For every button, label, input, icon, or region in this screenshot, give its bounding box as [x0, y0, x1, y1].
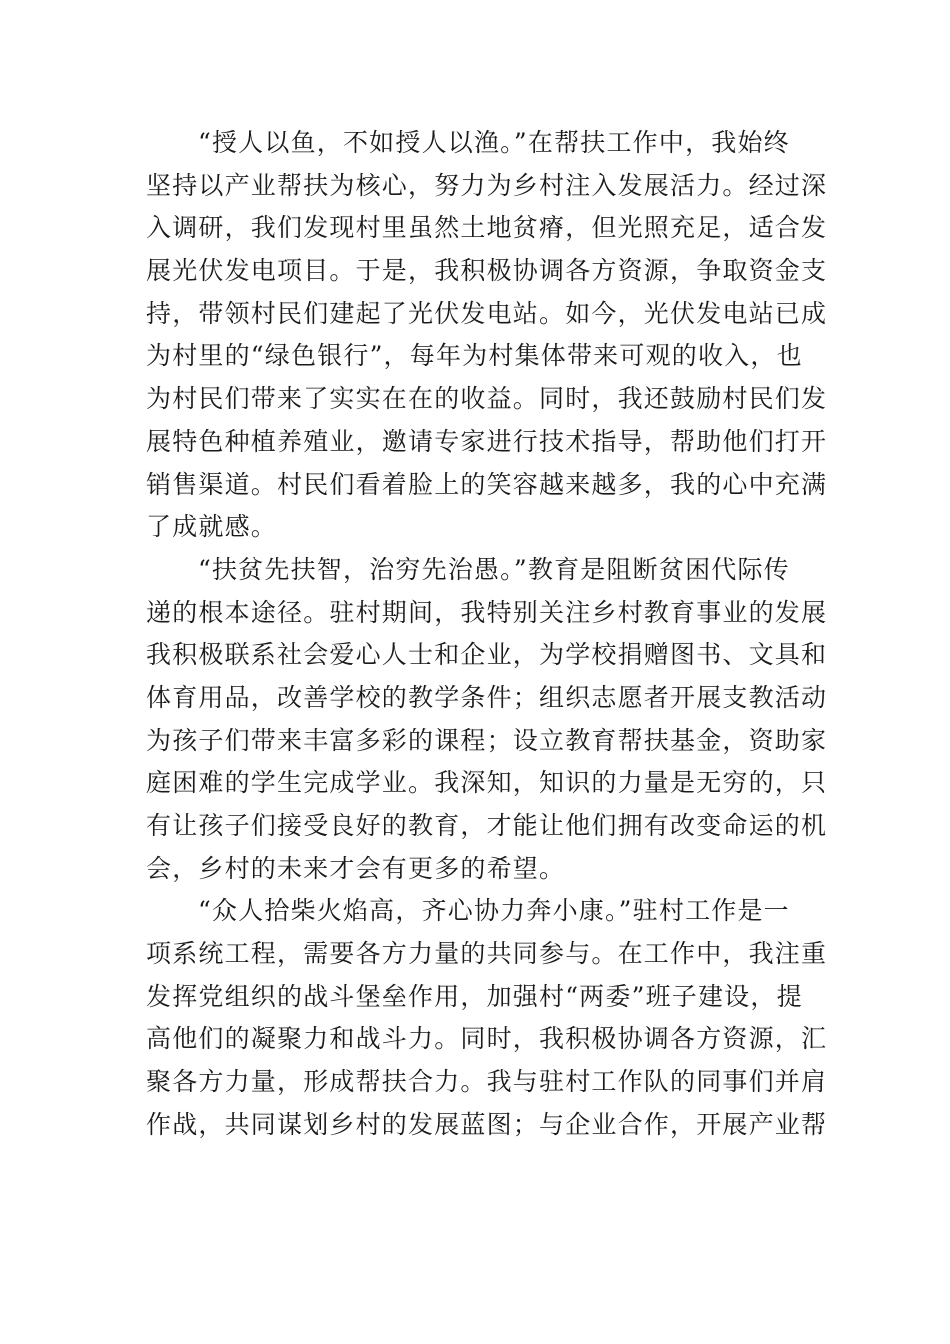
paragraph-1-line-3: 入调研，我们发现村里虽然土地贫瘠，但光照充足，适合发 [146, 213, 828, 243]
paragraph-2-line-5: 为孩子们带来丰富多彩的课程；设立教育帮扶基金，资助家 [146, 725, 828, 755]
paragraph-3-line-3: 发挥党组织的战斗堡垒作用，加强村“两委”班子建设，提 [146, 981, 803, 1011]
paragraph-1-line-1: “授人以鱼，不如授人以渔。”在帮扶工作中，我始终 [198, 128, 790, 157]
paragraph-2-line-8: 会，乡村的未来才会有更多的希望。 [146, 853, 566, 883]
paragraph-1-line-7: 为村民们带来了实实在在的收益。同时，我还鼓励村民们发 [146, 384, 828, 414]
paragraph-3-line-2: 项系统工程，需要各方力量的共同参与。在工作中，我注重 [146, 939, 828, 969]
paragraph-3-line-4: 高他们的凝聚力和战斗力。同时，我积极协调各方资源，汇 [146, 1024, 828, 1054]
paragraph-3-line-5: 聚各方力量，形成帮扶合力。我与驻村工作队的同事们并肩 [146, 1067, 828, 1097]
paragraph-2-line-1: “扶贫先扶智，治穷先治愚。”教育是阻断贫困代际传 [198, 554, 790, 584]
paragraph-3-line-1: “众人拾柴火焰高，齐心协力奔小康。”驻村工作是一 [198, 896, 790, 926]
paragraph-1-line-4: 展光伏发电项目。于是，我积极协调各方资源，争取资金支 [146, 256, 828, 286]
paragraph-1-line-10: 了成就感。 [146, 512, 278, 542]
document-body [146, 122, 828, 1147]
paragraph-2-line-6: 庭困难的学生完成学业。我深知，知识的力量是无穷的，只 [146, 768, 828, 798]
paragraph-2-line-7: 有让孩子们接受良好的教育，才能让他们拥有改变命运的机 [146, 811, 828, 840]
paragraph-1-line-5: 持，带领村民们建起了光伏发电站。如今，光伏发电站已成 [146, 298, 828, 328]
paragraph-1-line-8: 展特色种植养殖业，邀请专家进行技术指导，帮助他们打开 [146, 426, 828, 456]
paragraph-1-line-6: 为村里的“绿色银行”，每年为村集体带来可观的收入，也 [146, 341, 803, 371]
paragraph-1-line-9: 销售渠道。村民们看着脸上的笑容越来越多，我的心中充满 [146, 469, 828, 499]
paragraph-1-line-2: 坚持以产业帮扶为核心，努力为乡村注入发展活力。经过深 [146, 170, 828, 200]
paragraph-2-line-3: 我积极联系社会爱心人士和企业，为学校捐赠图书、文具和 [146, 640, 828, 670]
paragraph-3-line-6: 作战，共同谋划乡村的发展蓝图；与企业合作，开展产业帮 [146, 1109, 828, 1139]
paragraph-2-line-4: 体育用品，改善学校的教学条件；组织志愿者开展支教活动 [146, 682, 828, 712]
paragraph-2-line-2: 递的根本途径。驻村期间，我特别关注乡村教育事业的发展 [146, 597, 828, 627]
